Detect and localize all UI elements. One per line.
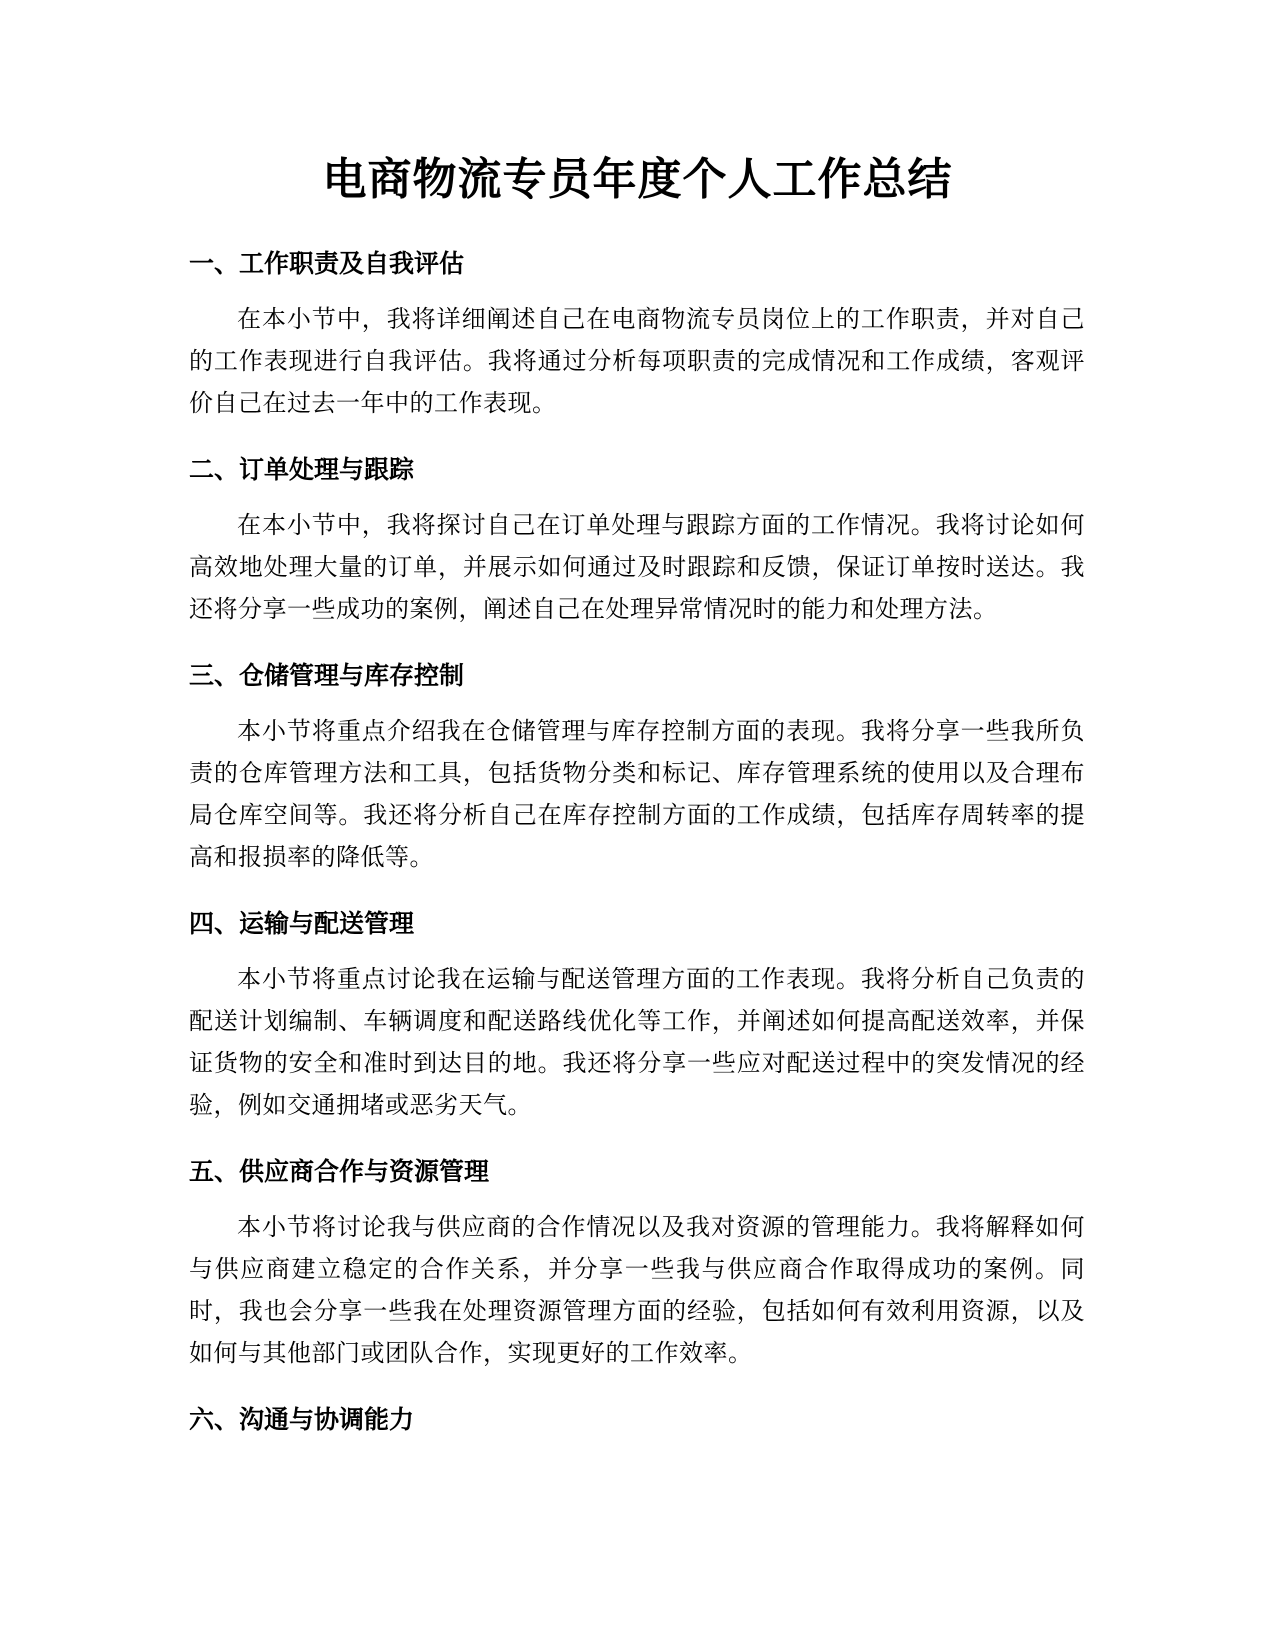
- section-heading: 四、运输与配送管理: [189, 909, 415, 938]
- section-paragraph: 本小节将重点讨论我在运输与配送管理方面的工作表现。我将分析自己负责的配送计划编制、车辆调度和配送路线优化等工作，并阐述如何提高配送效率，并保证货物的安全和准时到达目的地。我还将分享一些应对配送过程中的突发情况的经验，例如交通拥堵或恶劣天气。: [189, 965, 1085, 1119]
- section-heading: 六、沟通与协调能力: [189, 1405, 415, 1434]
- section-4: [189, 904, 1085, 1126]
- section-3: [189, 656, 1085, 878]
- document-body: [189, 244, 1085, 1440]
- section-2: [189, 450, 1085, 630]
- section-5: [189, 1152, 1085, 1374]
- section-heading: 二、订单处理与跟踪: [189, 455, 415, 484]
- section-heading: 一、工作职责及自我评估: [189, 249, 465, 278]
- section-heading: 三、仓储管理与库存控制: [189, 661, 465, 690]
- section-paragraph: 在本小节中，我将详细阐述自己在电商物流专员岗位上的工作职责，并对自己的工作表现进行自我评估。我将通过分析每项职责的完成情况和工作成绩，客观评价自己在过去一年中的工作表现。: [189, 305, 1085, 417]
- section-6: [189, 1400, 1085, 1440]
- section-paragraph: 在本小节中，我将探讨自己在订单处理与跟踪方面的工作情况。我将讨论如何高效地处理大量的订单，并展示如何通过及时跟踪和反馈，保证订单按时送达。我还将分享一些成功的案例，阐述自己在处理异常情况时的能力和处理方法。: [189, 511, 1085, 623]
- section-heading: 五、供应商合作与资源管理: [189, 1157, 490, 1186]
- section-paragraph: 本小节将讨论我与供应商的合作情况以及我对资源的管理能力。我将解释如何与供应商建立稳定的合作关系，并分享一些我与供应商合作取得成功的案例。同时，我也会分享一些我在处理资源管理方面的经验，包括如何有效利用资源，以及如何与其他部门或团队合作，实现更好的工作效率。: [189, 1213, 1085, 1367]
- document-title: 电商物流专员年度个人工作总结: [322, 154, 953, 205]
- section-paragraph: 本小节将重点介绍我在仓储管理与库存控制方面的表现。我将分享一些我所负责的仓库管理方法和工具，包括货物分类和标记、库存管理系统的使用以及合理布局仓库空间等。我还将分析自己在库存控制方面的工作成绩，包括库存周转率的提高和报损率的降低等。: [189, 717, 1085, 871]
- section-1: [189, 244, 1085, 424]
